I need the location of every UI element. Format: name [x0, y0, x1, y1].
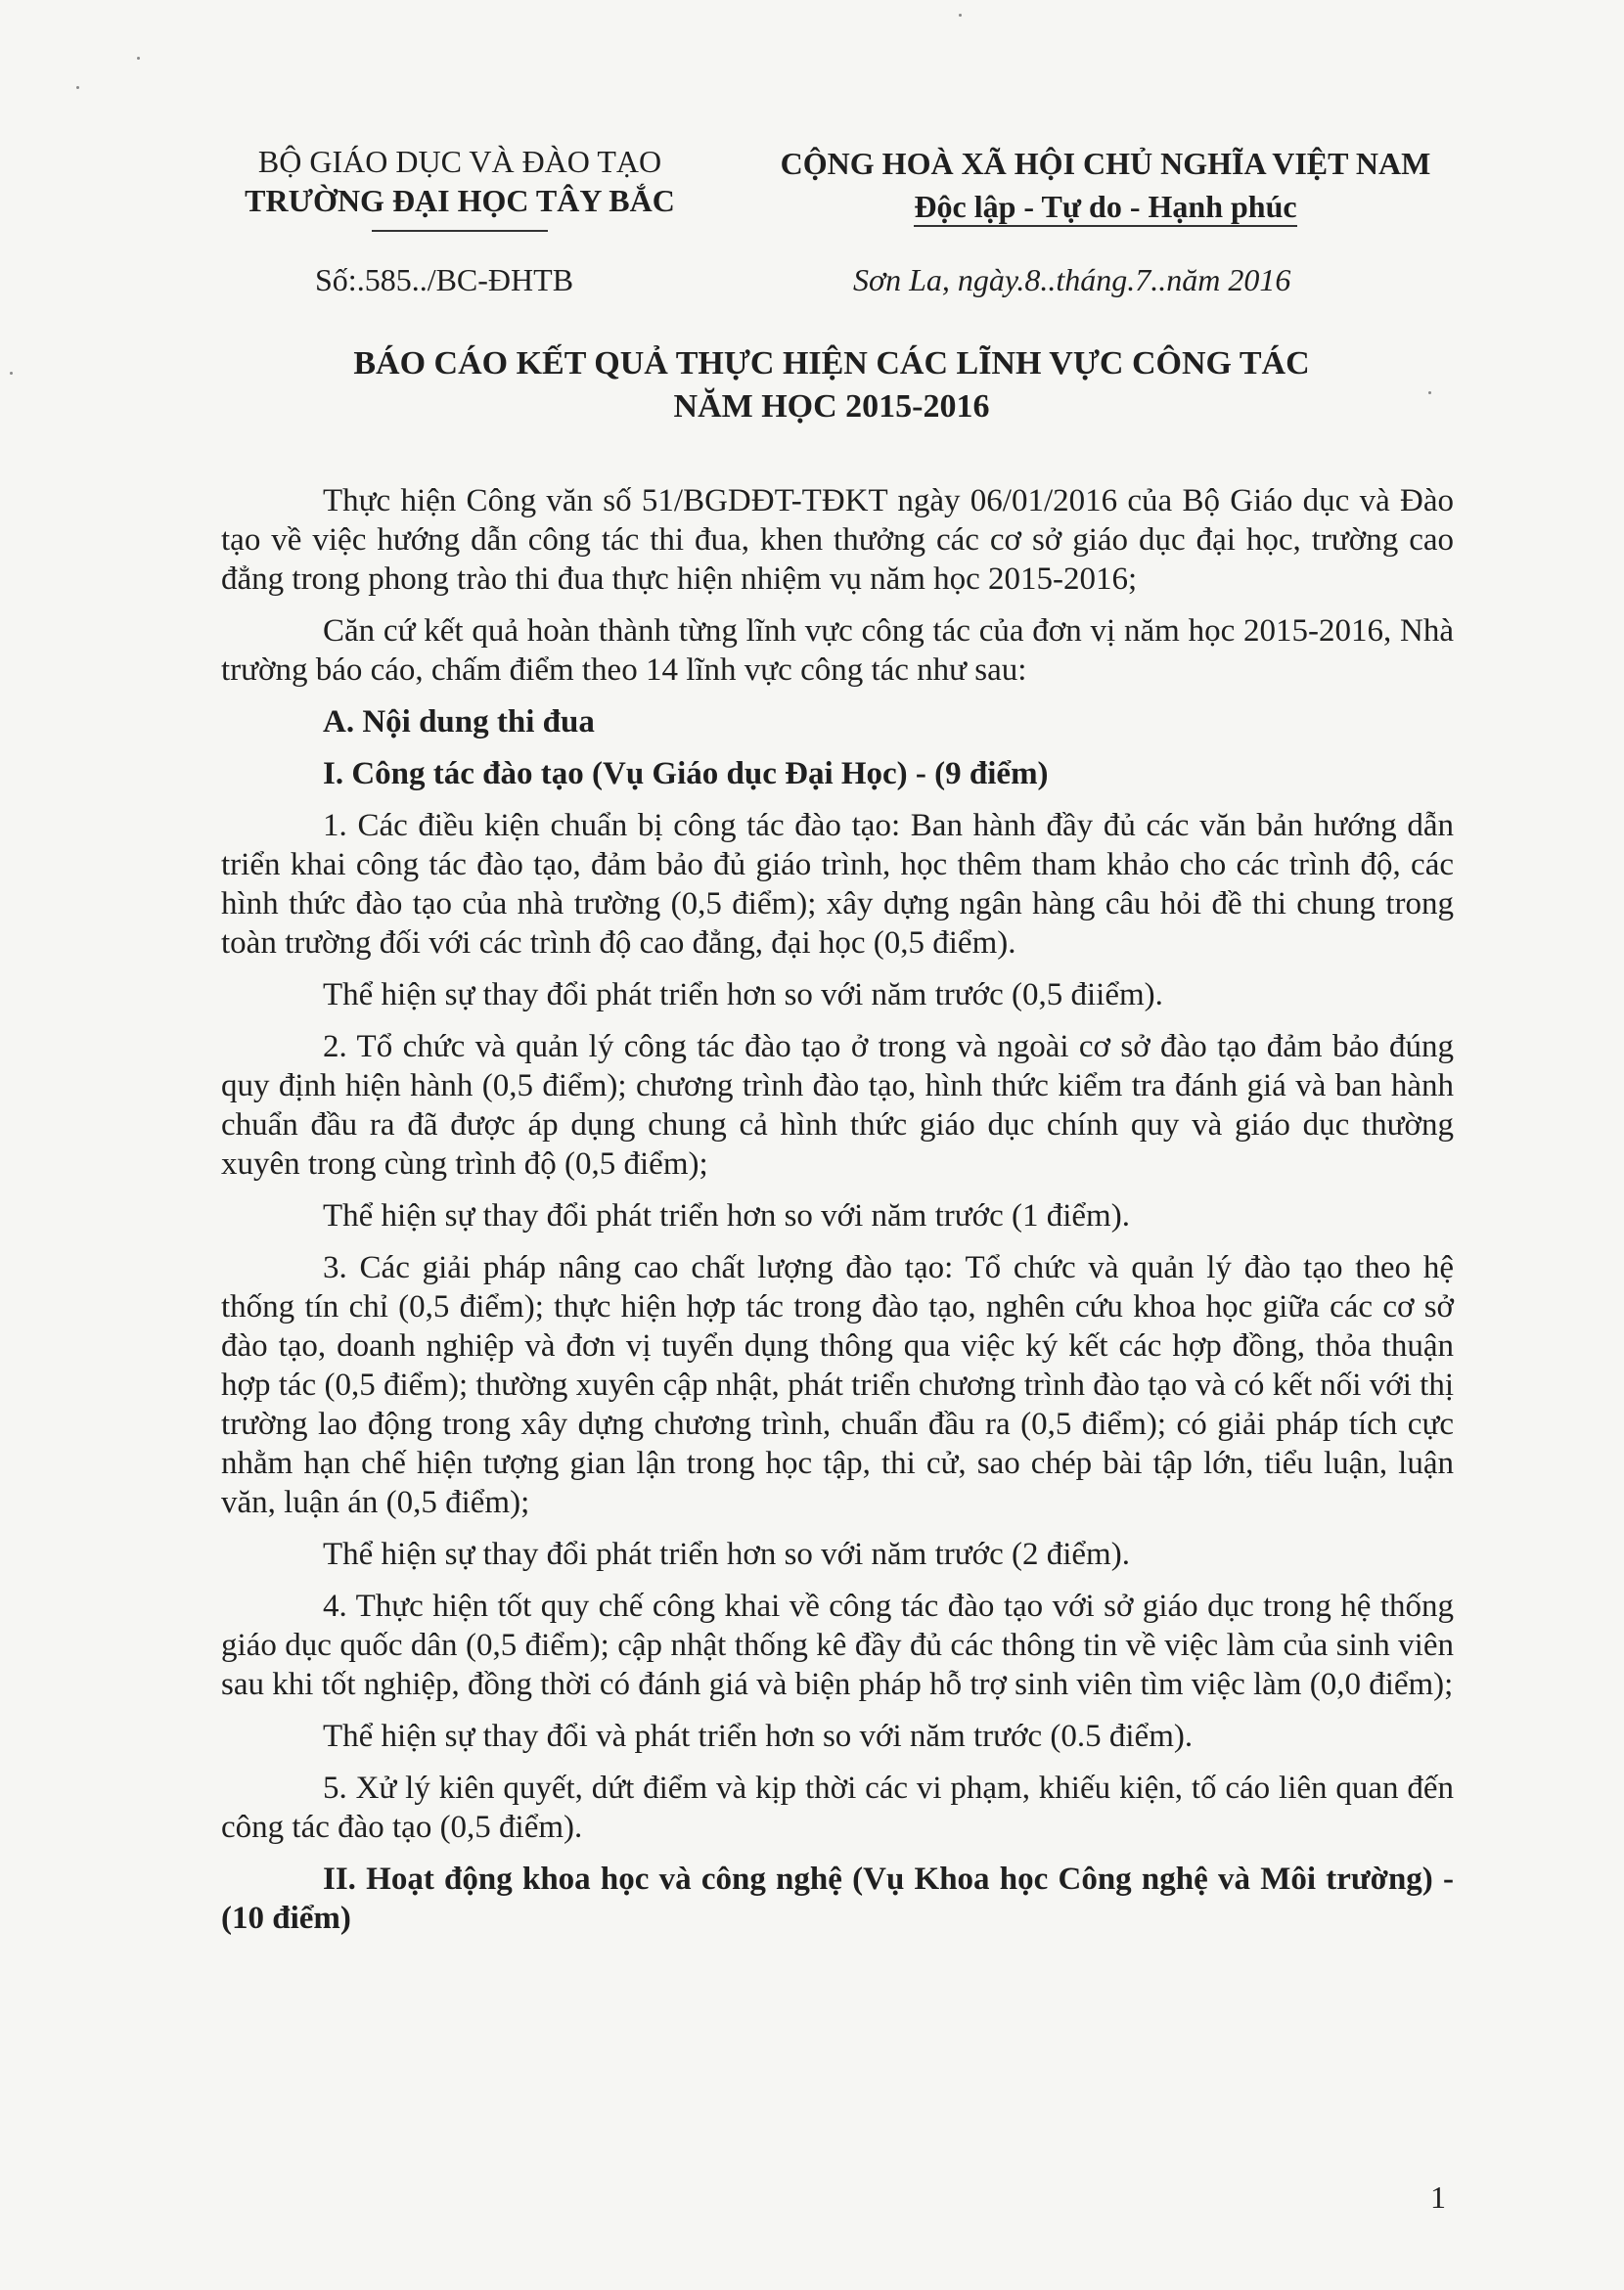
item-1-paragraph: 1. Các điều kiện chuẩn bị công tác đào tạo: Ban hành đầy đủ các văn bản hướng dẫn triển khai công tác đào tạo, đảm bảo đủ giáo trình, học thêm tham khảo cho các trình độ, các hình thức đào tạo của nhà trường (0,5 điểm); xây dựng ngân hàng câu hỏi đề thi chung trong toàn trường đối với các trình độ cao đẳng, đại học (0,5 điểm).: [221, 808, 1454, 961]
document-body: [221, 481, 1454, 1951]
title-line-2: NĂM HỌC 2015-2016: [673, 388, 990, 425]
scan-speck: [959, 14, 962, 17]
issuing-agency: [225, 142, 695, 232]
university-name: TRƯỜNG ĐẠI HỌC TÂY BẮC: [245, 183, 675, 218]
ministry-name: BỘ GIÁO DỤC VÀ ĐÀO TẠO: [257, 144, 662, 179]
document-number: Số:.585../BC-ĐHTB: [315, 262, 574, 297]
section-heading-a: A. Nội dung thi đua: [323, 704, 595, 740]
section-heading-i: I. Công tác đào tạo (Vụ Giáo dục Đại Học) - (9 điểm): [323, 756, 1049, 791]
national-motto: Độc lập - Tự do - Hạnh phúc: [914, 188, 1296, 227]
place-and-date: Sơn La, ngày.8..tháng.7..năm 2016: [853, 262, 1291, 297]
intro-paragraph: Thực hiện Công văn số 51/BGDĐT-TĐKT ngày 06/01/2016 của Bộ Giáo dục và Đào tạo về việc hướng dẫn công tác thi đua, khen thưởng các cơ sở giáo dục đại học, trường cao đẳng trong phong trào thi đua thực hiện nhiệm vụ năm học 2015-2016;: [221, 483, 1454, 597]
page-number: 1: [1430, 2179, 1446, 2215]
scan-speck: [137, 57, 140, 60]
title-line-1: BÁO CÁO KẾT QUẢ THỰC HIỆN CÁC LĨNH VỰC CÔNG TÁC: [353, 345, 1310, 382]
item-3-paragraph: 3. Các giải pháp nâng cao chất lượng đào tạo: Tổ chức và quản lý đào tạo theo hệ thống tín chỉ (0,5 điểm); thực hiện hợp tác trong đào tạo, nghên cứu khoa học giữa các cơ sở đào tạo, doanh nghiệp và đơn vị tuyển dụng thông qua việc ký kết các hợp đồng, thỏa thuận hợp tác (0,5 điểm); thường xuyên cập nhật, phát triển chương trình đào tạo và có kết nối với thị trường lao động trong xây dựng chương trình, chuẩn đầu ra (0,5 điểm); có giải pháp tích cực nhằm hạn chế hiện tượng gian lận trong học tập, thi cử, sao chép bài tập lớn, tiểu luận, luận văn, luận án (0,5 điểm);: [221, 1250, 1454, 1520]
scan-speck: [10, 372, 13, 375]
item-3-progress: Thể hiện sự thay đổi phát triển hơn so với năm trước (2 điểm).: [323, 1537, 1130, 1572]
item-4-paragraph: 4. Thực hiện tốt quy chế công khai về công tác đào tạo với sở giáo dục trong hệ thống giáo dục quốc dân (0,5 điểm); cập nhật thống kê đầy đủ các thông tin về việc làm của sinh viên sau khi tốt nghiệp, đồng thời có đánh giá và biện pháp hỗ trợ sinh viên tìm việc làm (0,0 điểm);: [221, 1589, 1454, 1702]
item-5-paragraph: 5. Xử lý kiên quyết, dứt điểm và kịp thời các vi phạm, khiếu kiện, tố cáo liên quan đến công tác đào tạo (0,5 điểm).: [221, 1771, 1454, 1845]
national-heading: [744, 142, 1467, 228]
section-heading-ii: II. Hoạt động khoa học và công nghệ (Vụ Khoa học Công nghệ và Môi trường) - (10 điểm): [221, 1862, 1454, 1936]
basis-paragraph: Căn cứ kết quả hoàn thành từng lĩnh vực công tác của đơn vị năm học 2015-2016, Nhà trường báo cáo, chấm điểm theo 14 lĩnh vực công tác như sau:: [221, 613, 1454, 688]
item-4-progress: Thể hiện sự thay đổi và phát triển hơn so với năm trước (0.5 điểm).: [323, 1719, 1194, 1754]
item-2-progress: Thể hiện sự thay đổi phát triển hơn so với năm trước (1 điểm).: [323, 1198, 1130, 1234]
item-2-paragraph: 2. Tổ chức và quản lý công tác đào tạo ở trong và ngoài cơ sở đào tạo đảm bảo đúng quy định hiện hành (0,5 điểm); chương trình đào tạo, hình thức kiểm tra đánh giá và ban hành chuẩn đầu ra đã được áp dụng chung cả hình thức giáo dục chính quy và giáo dục thường xuyên trong cùng trình độ (0,5 điểm);: [221, 1029, 1454, 1182]
item-1-progress: Thể hiện sự thay đổi phát triển hơn so với năm trước (0,5 điiểm).: [323, 977, 1163, 1012]
scan-speck: [76, 86, 79, 89]
republic-name: CỘNG HOÀ XÃ HỘI CHỦ NGHĨA VIỆT NAM: [780, 146, 1431, 181]
document-title: [196, 342, 1467, 428]
agency-underline: [372, 230, 548, 232]
